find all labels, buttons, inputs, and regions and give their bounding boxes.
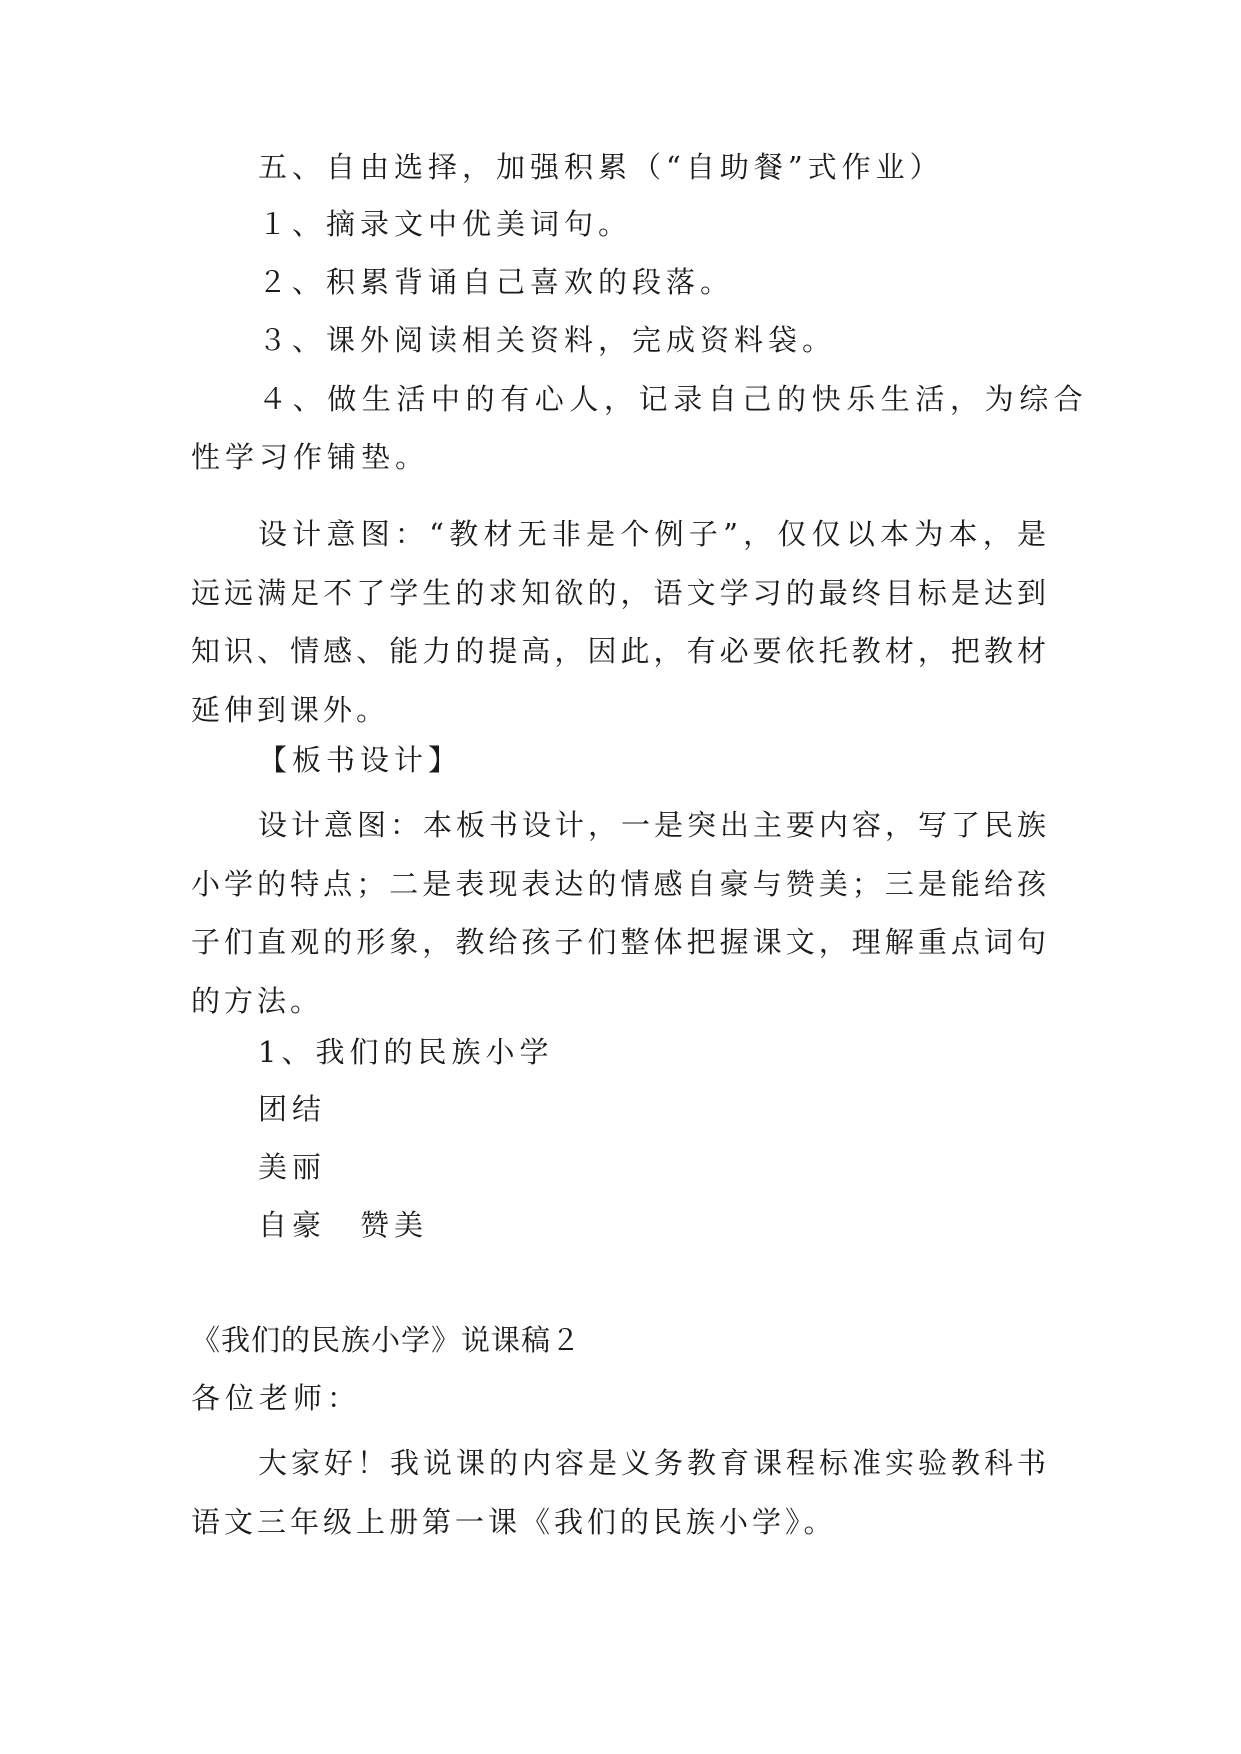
board-line: 美丽 (258, 1150, 327, 1184)
list-item: ４、做生活中的有心人，记录自己的快乐生活，为综合 (258, 382, 1089, 416)
greeting: 各位老师： (191, 1381, 362, 1415)
board-line: 自豪 赞美 (258, 1208, 429, 1242)
paragraph-intro: 大家好！我说课的内容是义务教育课程标准实验教科书语文三年级上册第一课《我们的民族小学》。 (191, 1446, 1051, 1539)
list-item-continuation: 性学习作铺垫。 (191, 440, 430, 474)
list-item: １、摘录文中优美词句。 (258, 207, 633, 241)
list-item: ２、积累背诵自己喜欢的段落。 (258, 265, 735, 299)
document-title: 《我们的民族小学》说课稿２ (191, 1323, 582, 1357)
list-item: ３、课外阅读相关资料，完成资料袋。 (258, 323, 837, 357)
section-heading: 【板书设计】 (258, 743, 463, 777)
board-line: 团结 (258, 1092, 327, 1126)
paragraph-design-intent: 设计意图：本板书设计，一是突出主要内容，写了民族小学的特点；二是表现表达的情感自豪与赞美；三是能给孩子们直观的形象，教给孩子们整体把握课文，理解重点词句的方法。 (191, 808, 1051, 1018)
board-line: 1、我们的民族小学 (258, 1035, 554, 1069)
section-heading: 五、自由选择，加强积累（“自助餐”式作业） (258, 150, 944, 184)
paragraph-design-intent: 设计意图：“教材无非是个例子”，仅仅以本为本，是远远满足不了学生的求知欲的，语文学习的最终目标是达到知识、情感、能力的提高，因此，有必要依托教材，把教材延伸到课外。 (191, 517, 1050, 727)
